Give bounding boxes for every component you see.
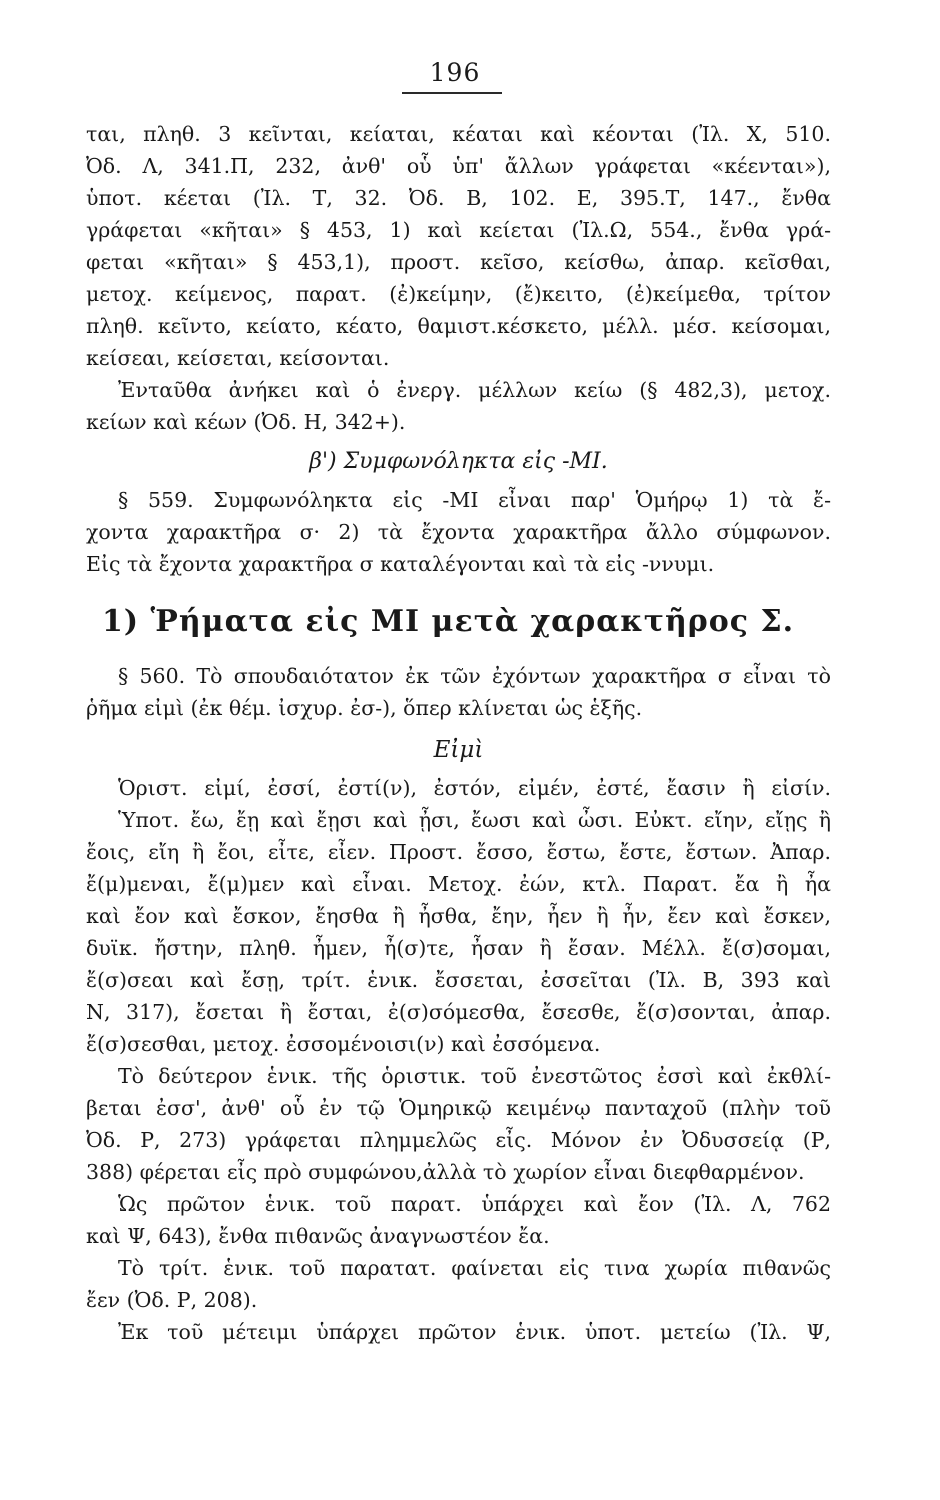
text-line: Ἐκ τοῦ μέτειμι ὑπάρχει πρῶτον ἑνικ. ὑποτ. μετείω (Ἰλ. Ψ, [118,1320,831,1344]
page-number-rule [402,92,502,94]
text-line: γράφεται «κῆται» § 453, 1) καὶ κείεται (Ἰλ.Ω, 554., ἔνθα γρά- [86,218,831,242]
subsection-title: β') Συμφωνόληκτα εἰς -ΜΙ. [309,449,608,474]
text-line: Ν, 317), ἔσεται ἢ ἔσται, ἐ(σ)σόμεσθα, ἔσεσθε, ἔ(σ)σονται, ἀπαρ. [86,1000,831,1024]
text-line: ἔοις, εἴη ἢ ἔοι, εἶτε, εἶεν. Προστ. ἔσσο, ἔστω, ἔστε, ἔστων. Ἀπαρ. [86,840,831,864]
text-line: 388) φέρεται εἶς πρὸ συμφώνου,ἀλλὰ τὸ χωρίον εἶναι διεφθαρμένον. [86,1160,805,1184]
text-line: ἔ(μ)μεναι, ἔ(μ)μεν καὶ εἶναι. Μετοχ. ἐών, κτλ. Παρατ. ἔα ἢ ἦα [86,872,831,896]
section-heading: 1) Ῥήματα εἰς ΜΙ μετὰ χαρακτῆρος Σ. [102,604,795,639]
text-line: Εἰς τὰ ἔχοντα χαρακτῆρα σ καταλέγονται καὶ τὰ εἰς -ννυμι. [86,552,715,576]
text-line: φεται «κῆται» § 453,1), προστ. κεῖσο, κείσθω, ἀπαρ. κεῖσθαι, [86,250,831,274]
page-number: 196 [429,58,481,87]
text-line: Ὁριστ. εἰμί, ἐσσί, ἐστί(ν), ἐστόν, εἰμέν, ἐστέ, ἔασιν ἢ εἰσίν. [118,776,831,800]
text-line: βεται ἐσσ', ἀνθ' οὗ ἐν τῷ Ὁμηρικῷ κειμένῳ πανταχοῦ (πλὴν τοῦ [86,1096,831,1120]
text-line: ἔ(σ)σεαι καὶ ἔσῃ, τρίτ. ἑνικ. ἔσσεται, ἐσσεῖται (Ἰλ. Β, 393 καὶ [86,968,831,992]
text-line: χοντα χαρακτῆρα σ· 2) τὰ ἔχοντα χαρακτῆρα ἄλλο σύμφωνον. [86,520,831,544]
text-line: πληθ. κεῖντο, κείατο, κέατο, θαμιστ.κέσκετο, μέλλ. μέσ. κείσομαι, [86,314,831,338]
note-paragraph [86,374,831,438]
text-line: κείσεαι, κείσεται, κείσονται. [86,346,390,370]
text-line: § 560. Τὸ σπουδαιότατον ἐκ τῶν ἐχόντων χαρακτῆρα σ εἶναι τὸ [118,664,831,688]
text-line: Τὸ τρίτ. ἑνικ. τοῦ παρατατ. φαίνεται εἰς τινα χωρία πιθανῶς [118,1256,831,1280]
text-line: καὶ Ψ, 643), ἔνθα πιθανῶς ἀναγνωστέον ἔα. [86,1224,550,1248]
text-line: § 559. Συμφωνόληκτα εἰς -ΜΙ εἶναι παρ' Ὁμήρῳ 1) τὰ ἔ- [118,488,831,512]
page-body [86,118,831,1348]
text-line: ται, πληθ. 3 κεῖνται, κείαται, κέαται καὶ κέονται (Ἰλ. Χ, 510. [86,122,831,146]
text-line: ὑποτ. κέεται (Ἰλ. Τ, 32. Ὀδ. Β, 102. Ε, 395.Τ, 147., ἔνθα [86,186,831,210]
text-line: ἔεν (Ὀδ. Ρ, 208). [86,1288,258,1312]
third-person-paragraph [86,1252,831,1316]
text-line: ἔ(σ)σεσθαι, μετοχ. ἐσσομένοισι(ν) καὶ ἐσσόμενα. [86,1032,601,1056]
intro-paragraph [86,118,831,374]
word-title: Εἰμὶ [433,737,484,763]
text-line: Ὑποτ. ἔω, ἔῃ καὶ ἔῃσι καὶ ᾖσι, ἔωσι καὶ ὦσι. Εὐκτ. εἴην, εἴῃς ἢ [118,808,831,832]
text-line: καὶ ἔον καὶ ἔσκον, ἔησθα ἢ ἦσθα, ἔην, ἦεν ἢ ἦν, ἔεν καὶ ἔσκεν, [86,904,831,928]
text-line: ῥῆμα εἰμὶ (ἐκ θέμ. ἰσχυρ. ἐσ-), ὅπερ κλίνεται ὡς ἑξῆς. [86,696,643,720]
text-line: δυϊκ. ἤστην, πληθ. ἦμεν, ἦ(σ)τε, ἦσαν ἢ ἔσαν. Μέλλ. ἔ(σ)σομαι, [86,936,831,960]
text-line: Ὀδ. Λ, 341.Π, 232, ἀνθ' οὗ ὑπ' ἄλλων γράφεται «κέενται»), [86,154,831,178]
text-line: Ὡς πρῶτον ἑνικ. τοῦ παρατ. ὑπάρχει καὶ ἔον (Ἰλ. Λ, 762 [118,1192,831,1216]
text-line: κείων καὶ κέων (Ὀδ. Η, 342+). [86,410,406,434]
text-line: Τὸ δεύτερον ἑνικ. τῆς ὁριστικ. τοῦ ἐνεστῶτος ἐσσὶ καὶ ἐκθλί- [118,1064,831,1088]
meteimi-paragraph [86,1316,831,1348]
section-560 [86,660,831,724]
text-line: Ἐνταῦθα ἀνήκει καὶ ὁ ἐνεργ. μέλλων κείω (§ 482,3), μετοχ. [118,378,831,402]
second-person-paragraph [86,1060,831,1188]
first-person-paragraph [86,1188,831,1252]
paradigm-paragraph [86,772,831,1060]
text-line: μετοχ. κείμενος, παρατ. (ἐ)κείμην, (ἔ)κειτο, (ἐ)κείμεθα, τρίτον [86,282,831,306]
text-line: Ὀδ. Ρ, 273) γράφεται πλημμελῶς εἶς. Μόνον ἐν Ὀδυσσείᾳ (Ρ, [86,1128,831,1152]
section-559 [86,484,831,580]
